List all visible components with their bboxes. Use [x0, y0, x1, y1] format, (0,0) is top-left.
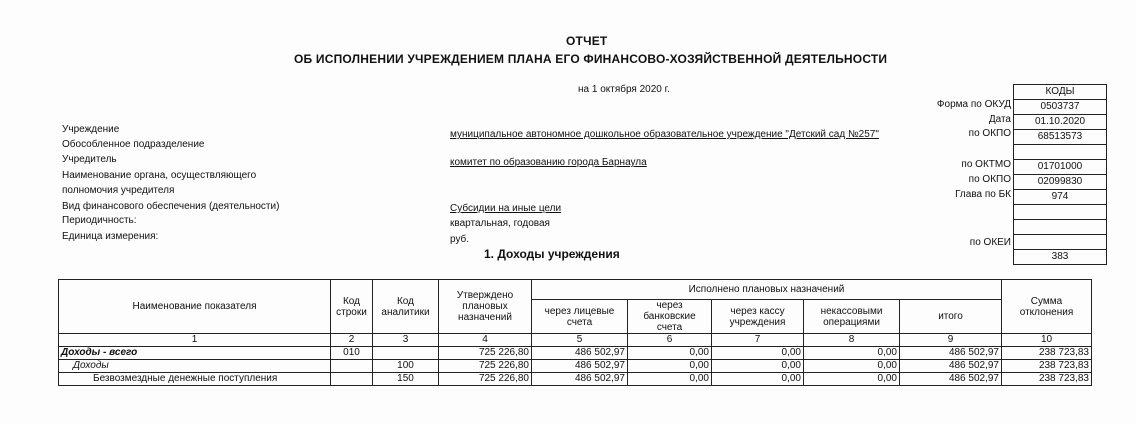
row-bank: 0,00 — [628, 347, 712, 360]
label-institution: Учреждение — [62, 124, 120, 135]
col-number: 3 — [373, 334, 439, 347]
row-total: 486 502,97 — [900, 360, 1002, 373]
section-title: 1. Доходы учреждения — [484, 247, 620, 261]
col-number: 2 — [331, 334, 373, 347]
row-name: Доходы - всего — [59, 347, 331, 360]
col-number: 8 — [804, 334, 900, 347]
table-row — [59, 373, 1092, 386]
col-approved-header: Утверждено плановых назначений — [439, 280, 532, 334]
value-unit: руб. — [450, 234, 470, 245]
report-subtitle: ОБ ИСПОЛНЕНИИ УЧРЕЖДЕНИЕМ ПЛАНА ЕГО ФИНАНСОВО-ХОЗЯЙСТВЕННОЙ ДЕЯТЕЛЬНОСТИ — [294, 52, 888, 66]
col-number: 5 — [532, 334, 628, 347]
code-label-okpo2: по ОКПО — [968, 174, 1011, 185]
row-personal: 486 502,97 — [532, 360, 628, 373]
row-personal: 486 502,97 — [532, 347, 628, 360]
row-approved: 725 226,80 — [439, 347, 532, 360]
label-organ-2: полномочия учредителя — [62, 185, 175, 196]
col-code-header: Код строки — [331, 280, 373, 334]
income-table — [58, 279, 1092, 386]
table-row — [59, 360, 1092, 373]
code-blank — [1014, 205, 1106, 220]
report-title: ОТЧЕТ — [566, 34, 608, 48]
row-approved: 725 226,80 — [439, 373, 532, 386]
col-total-header: итого — [900, 300, 1002, 334]
code-label-bk: Глава по БК — [955, 189, 1011, 200]
code-bk: 974 — [1014, 190, 1106, 205]
code-label-okud: Форма по ОКУД — [936, 99, 1011, 110]
col-number: 10 — [1002, 334, 1092, 347]
codes-box — [1013, 84, 1107, 265]
row-code: 010 — [331, 347, 373, 360]
col-bank-header: через банковские счета — [628, 300, 712, 334]
code-label-date: Дата — [988, 114, 1011, 125]
label-founder: Учредитель — [62, 154, 117, 165]
row-name: Безвозмездные денежные поступления — [59, 373, 331, 386]
row-analytics: 150 — [373, 373, 439, 386]
row-total: 486 502,97 — [900, 373, 1002, 386]
label-periodicity: Периодичность: — [62, 215, 137, 226]
value-institution: муниципальное автономное дошкольное образовательное учреждение "Детский сад №257" — [450, 129, 879, 140]
row-deviation: 238 723,83 — [1002, 373, 1092, 386]
code-okpo1: 68513573 — [1014, 130, 1106, 145]
col-executed-header: Исполнено плановых назначений — [532, 280, 1002, 300]
code-okpo2: 02099830 — [1014, 175, 1106, 190]
code-label-okei: по ОКЕИ — [969, 237, 1011, 248]
table-row — [59, 347, 1092, 360]
col-number: 9 — [900, 334, 1002, 347]
label-finance-type: Вид финансового обеспечения (деятельности) — [62, 201, 280, 212]
row-code — [331, 360, 373, 373]
col-number: 7 — [712, 334, 804, 347]
label-unit: Единица измерения: — [62, 231, 159, 242]
row-deviation: 238 723,83 — [1002, 347, 1092, 360]
col-number: 4 — [439, 334, 532, 347]
value-finance-type: Субсидии на иные цели — [450, 203, 562, 214]
codes-header: КОДЫ — [1014, 85, 1106, 100]
code-oktmo: 01701000 — [1014, 160, 1106, 175]
col-personal-header: через лицевые счета — [532, 300, 628, 334]
value-periodicity: квартальная, годовая — [450, 218, 550, 229]
col-number: 1 — [59, 334, 331, 347]
row-cash: 0,00 — [712, 373, 804, 386]
code-label-oktmo: по ОКТМО — [961, 159, 1011, 170]
label-separate-unit: Обособленное подразделение — [62, 139, 205, 150]
row-analytics — [373, 347, 439, 360]
label-organ-1: Наименование органа, осуществляющего — [62, 170, 257, 181]
row-deviation: 238 723,83 — [1002, 360, 1092, 373]
row-noncash: 0,00 — [804, 360, 900, 373]
code-okei: 383 — [1014, 250, 1106, 265]
row-analytics: 100 — [373, 360, 439, 373]
code-blank — [1014, 220, 1106, 235]
code-label-okpo1: по ОКПО — [968, 128, 1011, 139]
code-date: 01.10.2020 — [1014, 115, 1106, 130]
value-founder: комитет по образованию города Барнаула — [450, 157, 647, 168]
col-noncash-header: некассовыми операциями — [804, 300, 900, 334]
code-blank — [1014, 235, 1106, 250]
row-cash: 0,00 — [712, 360, 804, 373]
report-date: на 1 октября 2020 г. — [578, 84, 670, 95]
col-name-header: Наименование показателя — [59, 280, 331, 334]
row-code — [331, 373, 373, 386]
code-okud: 0503737 — [1014, 100, 1106, 115]
col-cash-header: через кассу учреждения — [712, 300, 804, 334]
row-approved: 725 226,80 — [439, 360, 532, 373]
row-cash: 0,00 — [712, 347, 804, 360]
col-deviation-header: Сумма отклонения — [1002, 280, 1092, 334]
col-number: 6 — [628, 334, 712, 347]
row-bank: 0,00 — [628, 373, 712, 386]
col-analytics-header: Код аналитики — [373, 280, 439, 334]
row-noncash: 0,00 — [804, 373, 900, 386]
code-blank — [1014, 145, 1106, 160]
row-bank: 0,00 — [628, 360, 712, 373]
row-personal: 486 502,97 — [532, 373, 628, 386]
row-noncash: 0,00 — [804, 347, 900, 360]
row-total: 486 502,97 — [900, 347, 1002, 360]
row-name: Доходы — [59, 360, 331, 373]
